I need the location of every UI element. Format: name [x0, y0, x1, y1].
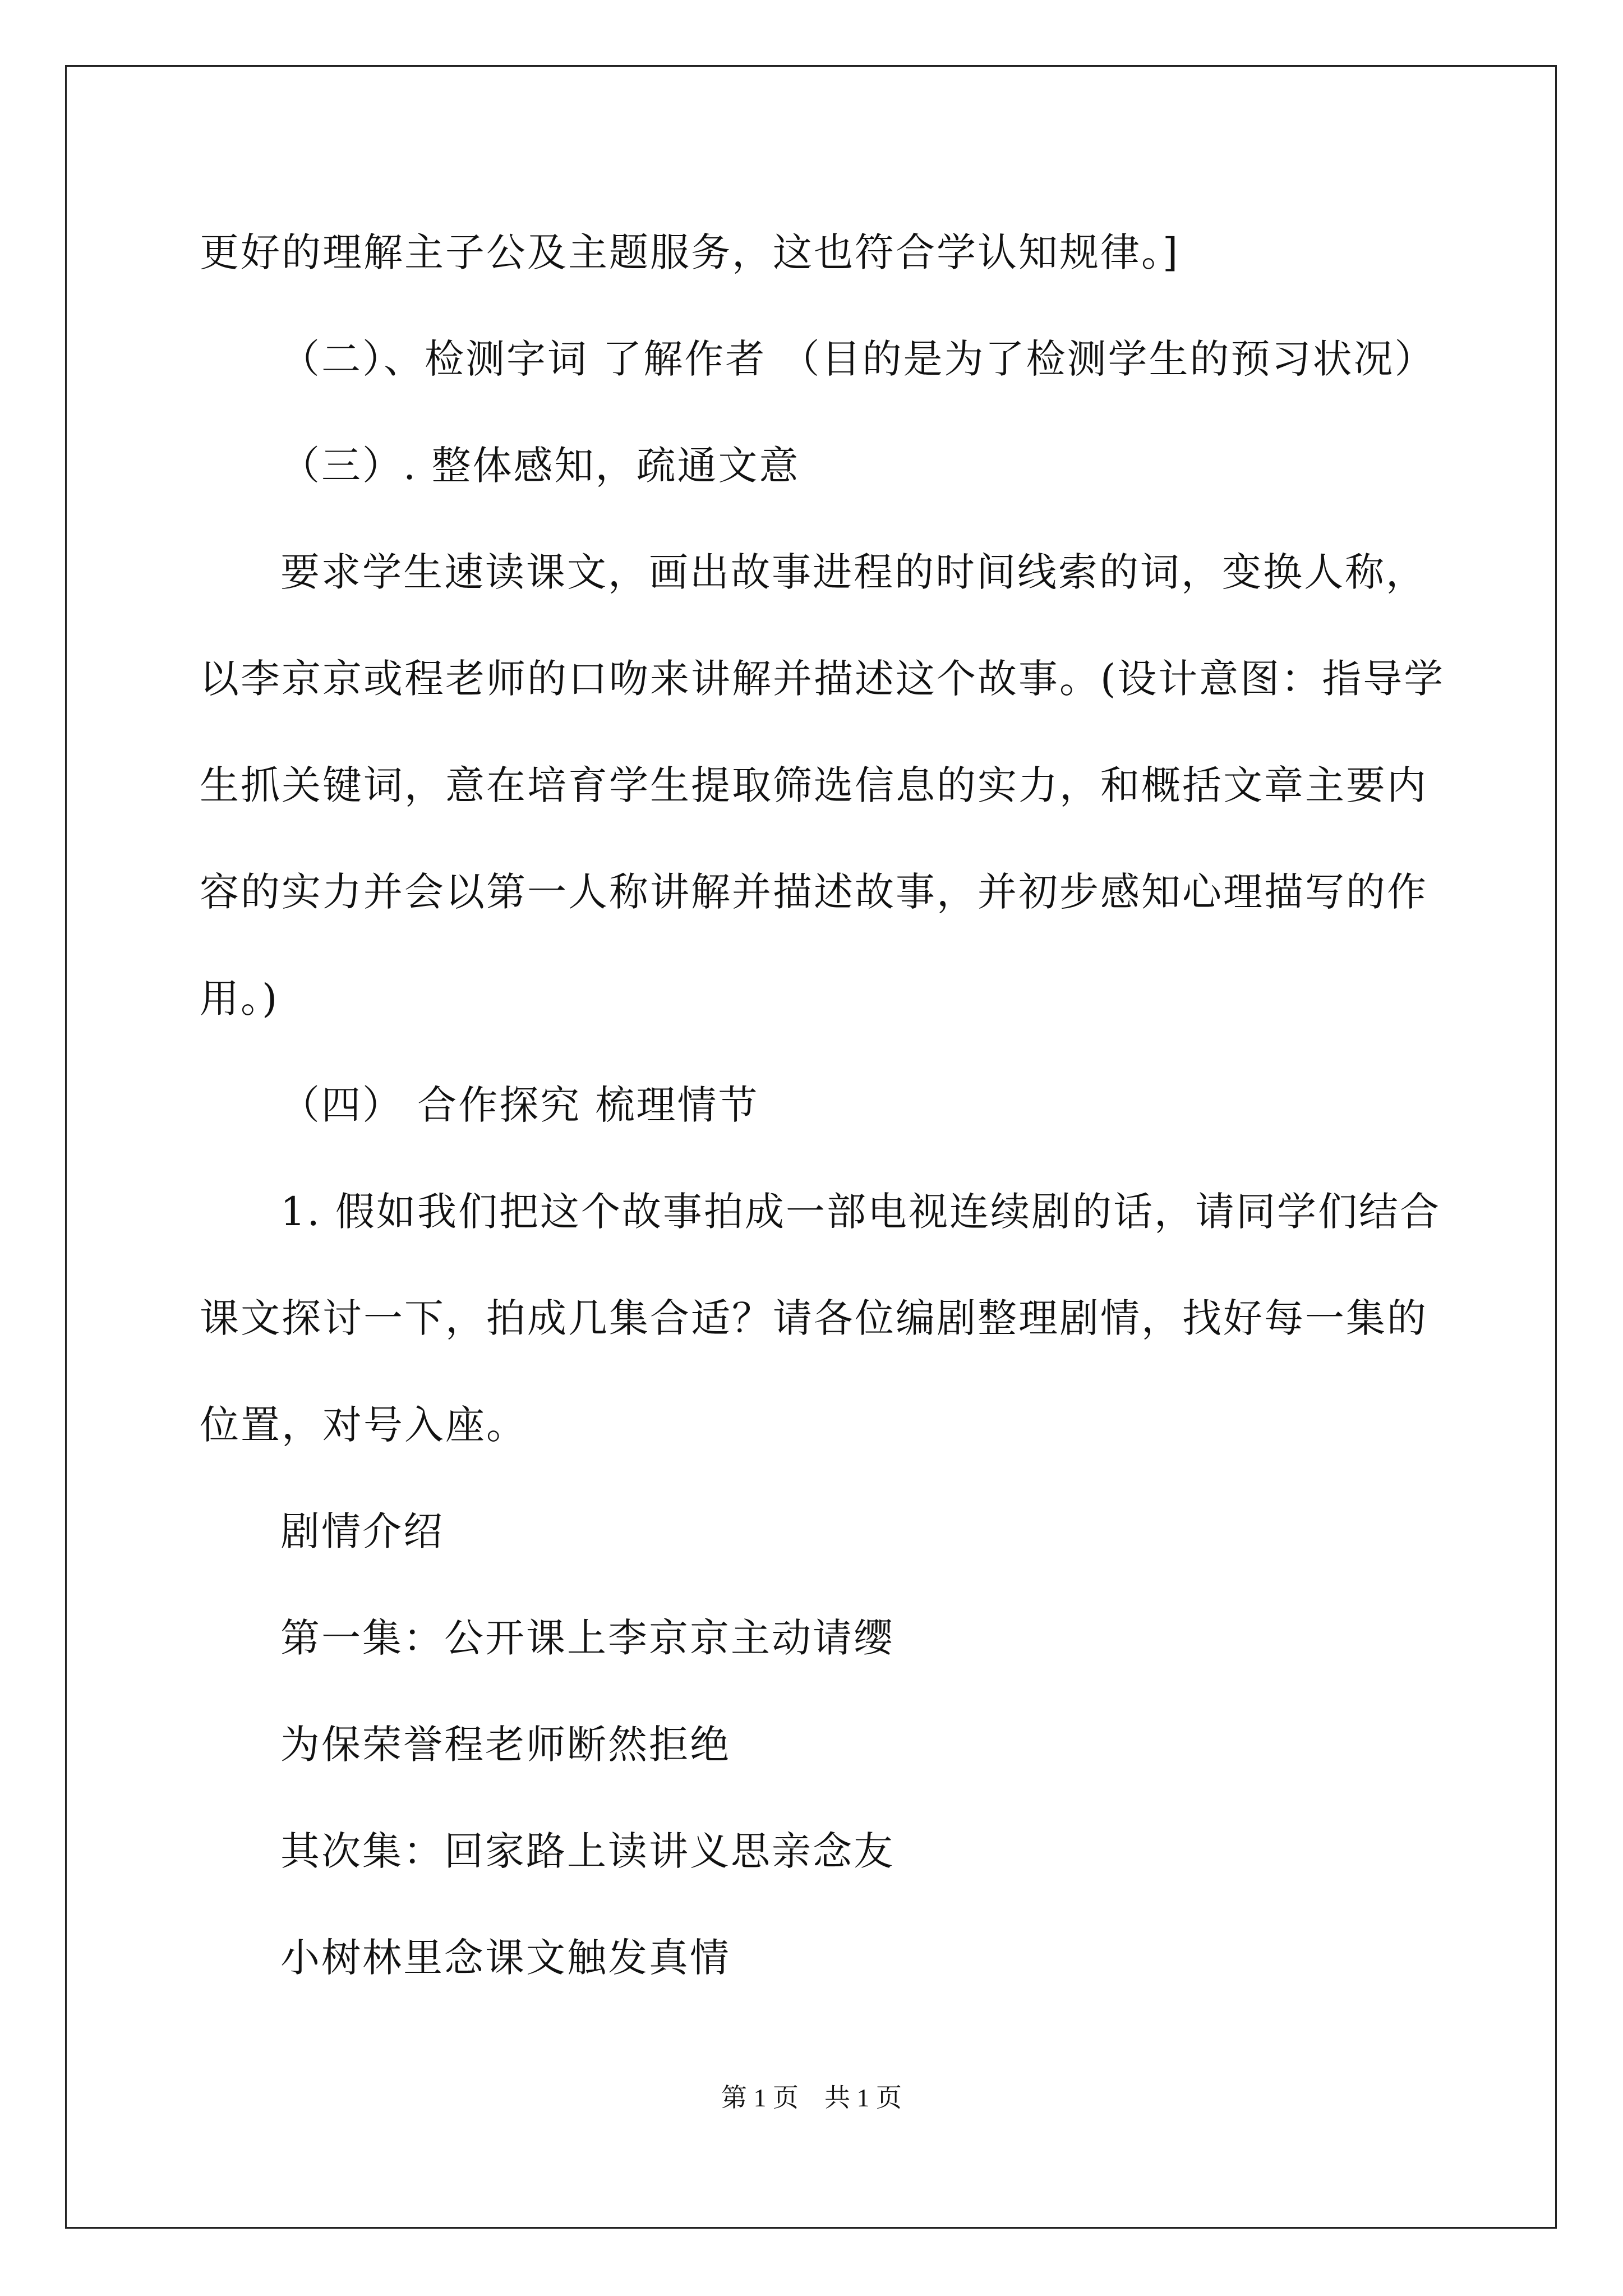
body-text-line: 生抓关键词，意在培育学生提取筛选信息的实力，和概括文章主要内 [200, 762, 1428, 808]
body-text-line: 课文探讨一下，拍成几集合适？请各位编剧整理剧情，找好每一集的 [200, 1295, 1428, 1341]
episode-line: 小树林里念课文触发真情 [280, 1935, 731, 1981]
body-text-line: 位置，对号入座。 [200, 1402, 527, 1448]
plot-intro-heading: 剧情介绍 [280, 1508, 444, 1554]
body-text-line: 用。) [200, 976, 279, 1022]
section-heading-4: （四） 合作探究 梳理情节 [280, 1082, 759, 1128]
body-text-line: 1. 假如我们把这个故事拍成一部电视连续剧的话，请同学们结合 [280, 1189, 1441, 1235]
section-heading-3: （三）. 整体感知，疏通文意 [280, 443, 800, 489]
page-number-footer: 第 1 页 共 1 页 [721, 2083, 902, 2112]
section-heading-2: （二）、检测字词 了解作者 （目的是为了检测学生的预习状况） [280, 336, 1436, 382]
body-text-line: 更好的理解主子公及主题服务，这也符合学认知规律。] [200, 229, 1180, 275]
episode-line: 其次集：回家路上读讲义思亲念友 [280, 1828, 895, 1874]
episode-line: 第一集：公开课上李京京主动请缨 [280, 1615, 895, 1661]
episode-line: 为保荣誉程老师断然拒绝 [280, 1722, 731, 1768]
page-border [65, 65, 1557, 2229]
body-text-line: 容的实力并会以第一人称讲解并描述故事，并初步感知心理描写的作 [200, 869, 1428, 915]
body-text-line: 以李京京或程老师的口吻来讲解并描述这个故事。(设计意图：指导学 [200, 656, 1445, 702]
body-text-line: 要求学生速读课文，画出故事进程的时间线索的词，变换人称， [280, 549, 1427, 595]
